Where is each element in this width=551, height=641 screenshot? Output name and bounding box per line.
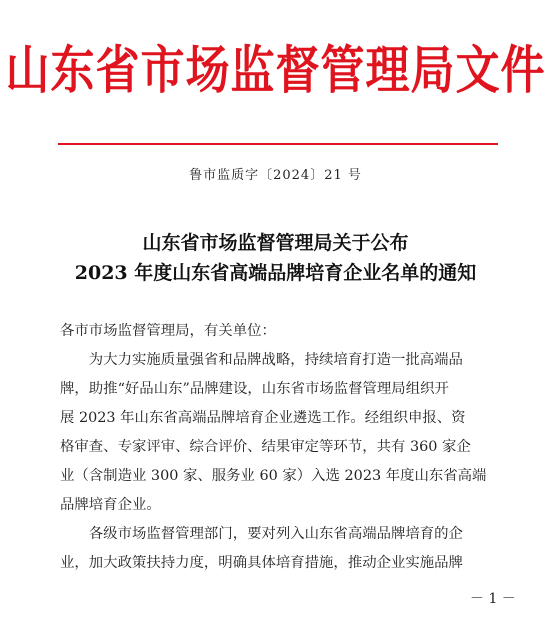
paragraph-line: 格审查、专家评审、综合评价、结果审定等环节，共有 360 家企 bbox=[60, 439, 471, 455]
notice-title-line-2: 2023 年度山东省高端品牌培育企业名单的通知 bbox=[74, 262, 477, 284]
document-header-title: 山东省市场监督管理局文件 bbox=[5, 40, 546, 102]
notice-title-line-1: 山东省市场监督管理局关于公布 bbox=[142, 232, 409, 254]
header-red-rule bbox=[58, 143, 498, 145]
paragraph-line: 展 2023 年山东省高端品牌培育企业遴选工作。经组织申报、资 bbox=[60, 410, 466, 426]
document-number: 鲁市监质字〔2024〕21 号 bbox=[189, 168, 362, 183]
paragraph-line: 品牌培育企业。 bbox=[60, 497, 161, 513]
paragraph-line: 各级市场监督管理部门，要对列入山东省高端品牌培育的企 bbox=[60, 526, 463, 542]
paragraph-line: 为大力实施质量强省和品牌战略，持续培育打造一批高端品 bbox=[60, 352, 463, 368]
paragraph-line: 业（含制造业 300 家、服务业 60 家）入选 2023 年度山东省高端 bbox=[60, 468, 487, 484]
salutation: 各市市场监督管理局，有关单位： bbox=[60, 323, 276, 339]
page-number: － 1 － bbox=[470, 591, 516, 607]
paragraph-line: 业，加大政策扶持力度，明确具体培育措施，推动企业实施品牌 bbox=[60, 555, 463, 571]
paragraph-line: 牌，助推“好品山东”品牌建设，山东省市场监督管理局组织开 bbox=[60, 381, 449, 397]
